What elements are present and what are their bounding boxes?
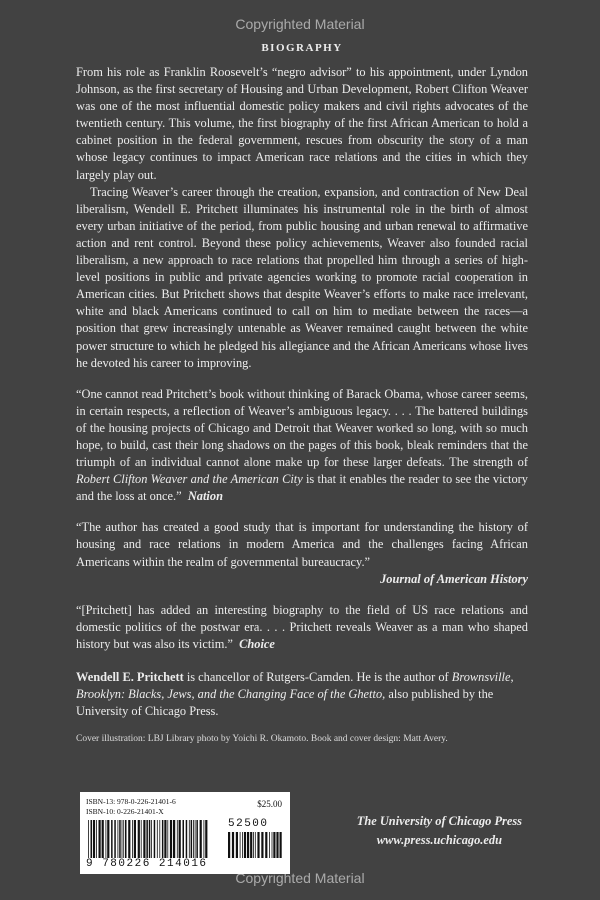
author-name: Wendell E. Pritchett [76,670,184,684]
isbn-10: ISBN-10: 0-226-21401-X [86,807,164,816]
quote-source: Nation [187,489,223,504]
barcode-bar [132,820,133,858]
watermark-top: Copyrighted Material [235,16,365,32]
barcode-digits: 9 780226 214016 [86,858,208,870]
barcode-bar [250,832,252,858]
barcode-bar [154,820,156,858]
barcode-bar [106,820,107,858]
cover-credits: Cover illustration: LBJ Library photo by Yoichi R. Okamoto. Book and cover design: Matt Avery. [76,734,448,745]
barcode-bar [119,820,121,858]
barcode-bar [162,820,164,858]
quote-text: “The author has created a good study that is important for understanding the history of housing and race relations in modern America and the challenges facing African Americans within the realm of governmental bureaucracy.” [76,520,528,569]
barcode-bar [244,832,246,858]
barcode-bar [138,820,140,858]
barcode-bars [88,820,210,858]
barcode-bar [189,820,190,858]
quote-text: “[Pritchett] has added an interesting biography to the field of US race relations and domestic politics of the postwar era. . . . Pritchett reveals Weaver as a man who shaped history but was also its victim.” [76,602,528,651]
review-quote-nation [76,386,528,506]
barcode-bar [164,820,166,858]
barcode-bar [255,832,256,858]
barcode-bar [273,832,275,858]
barcode-bar [128,820,130,858]
barcode-bar [107,820,109,858]
barcode-bar [173,820,175,858]
isbn-lines [86,797,176,817]
section-title: BIOGRAPHY [261,42,343,54]
barcode-bar [122,820,123,858]
barcode-bar [261,832,263,858]
description-paragraph-1: From his role as Franklin Roosevelt’s “negro advisor” to his appointment, under Lyndon Johnson, as the first secretary of Housing and Urban Development, Robert Clifton Weaver was one of the most influential domestic policy makers and civil rights advocates of the twentieth century. This volume, the first biography of the first African American to hold a cabinet position in the federal government, rescues from obscurity the story of a man whose legacy continues to impact American race relations and the cities in which they largely play out. [76,65,528,182]
barcode-bar [200,820,202,858]
author-bio [76,669,528,720]
isbn-13: ISBN-13: 978-0-226-21401-6 [86,797,176,806]
barcode-bar [204,820,205,858]
barcode-bar [102,820,104,858]
barcode-bar [272,832,273,858]
barcode-bar [236,832,238,858]
barcode-bar [118,820,119,858]
barcode-bar [177,820,178,858]
barcode-bar [123,820,124,858]
barcode-bar [191,820,193,858]
barcode-bar [179,820,181,858]
barcode-bar [151,820,152,858]
barcode-bar [146,820,148,858]
author-bio-text: is chancellor of Rutgers-Camden. He is the author of [183,670,452,684]
author-book-title: Brownsville, Brooklyn: Blacks, Jews, and the Changing Face of the Ghetto [76,670,514,702]
barcode-bar [99,820,101,858]
barcode-bar [91,820,93,858]
barcode-bar [193,820,194,858]
barcode-bar [205,820,207,858]
quote-text: “One cannot read Pritchett’s book without thinking of Barack Obama, whose career seems, in certain respects, a reflection of Weaver’s ambiguous legacy. . . . The battered buildings of the housing projects of Chicago and Detroit that Weaver worked so long, with so much hope, to build, cast their long shadows on the pages of this book, bleak reminders that the triumph of an individual cannot alone make up for these larger defeats. The strength of [76,386,528,470]
barcode-bar [280,832,282,858]
quote-book-title: Robert Clifton Weaver and the American City [76,472,303,487]
barcode-bar [125,820,127,858]
quote-source: Journal of American History [380,571,528,586]
publisher-url: www.press.uchicago.edu [376,833,502,847]
barcode-bar [228,832,230,858]
barcode-bar [93,820,95,858]
author-bio-text: , also published by the University of Chicago Press. [76,687,494,719]
barcode-bar [88,820,89,858]
barcode-bar [134,820,136,858]
barcode-bar [170,820,172,858]
barcode-bar [240,832,241,858]
watermark-bottom: Copyrighted Material [235,870,365,886]
barcode-bar [265,832,267,858]
barcode-bar [195,820,196,858]
barcode-bar [143,820,145,858]
barcode-addon-bars [228,832,282,858]
barcode-bar [149,820,151,858]
barcode-bar [167,820,168,858]
barcode-bar [111,820,113,858]
barcode-bar [157,820,158,858]
barcode-bar [257,832,259,858]
barcode-bar [114,820,116,858]
barcode-bar [276,832,278,858]
quote-source: Choice [239,636,275,651]
barcode-bar [159,820,160,858]
barcode-bar [269,832,270,858]
publisher-name: The University of Chicago Press [356,814,522,828]
barcode-bar [242,832,243,858]
barcode-bar [96,820,97,858]
review-quote-choice [76,602,528,653]
barcode-bar [183,820,185,858]
barcode-bar [141,820,142,858]
barcode-bar [196,820,198,858]
quote-text: is that it enables the reader to see the victory and the loss at once.” [76,472,528,504]
barcode-bar [232,832,234,858]
isbn-barcode [80,792,290,874]
back-cover-text [76,42,528,744]
barcode-bar [186,820,188,858]
price-label: $25.00 [257,799,282,809]
barcode-addon-digits: 52500 [228,818,269,830]
review-quote-jah [76,519,528,587]
barcode-bar [247,832,249,858]
barcode-bar [253,832,254,858]
publisher-info [357,812,522,850]
description-paragraph-2: Tracing Weaver’s career through the creation, expansion, and contraction of New Deal liberalism, Wendell E. Pritchett illuminates his instrumental role in the birth of almost every urban initiative of the period, from public housing and urban renewal to affirmative action and rent control. Beyond these policy achievements, Weaver also founded racial liberalism, a new approach to race relations that propelled him through a series of high-level positions in public and private agencies working to promote racial cooperation in American cities. But Pritchett shows that despite Weaver’s efforts to make race irrelevant, white and black Americans continued to call on him to mediate between the races—a position that grew increasingly untenable as Weaver remained caught between the white power structure to which he pledged his allegiance and the African Americans whose lives he devoted his career to improving. [76,184,528,370]
